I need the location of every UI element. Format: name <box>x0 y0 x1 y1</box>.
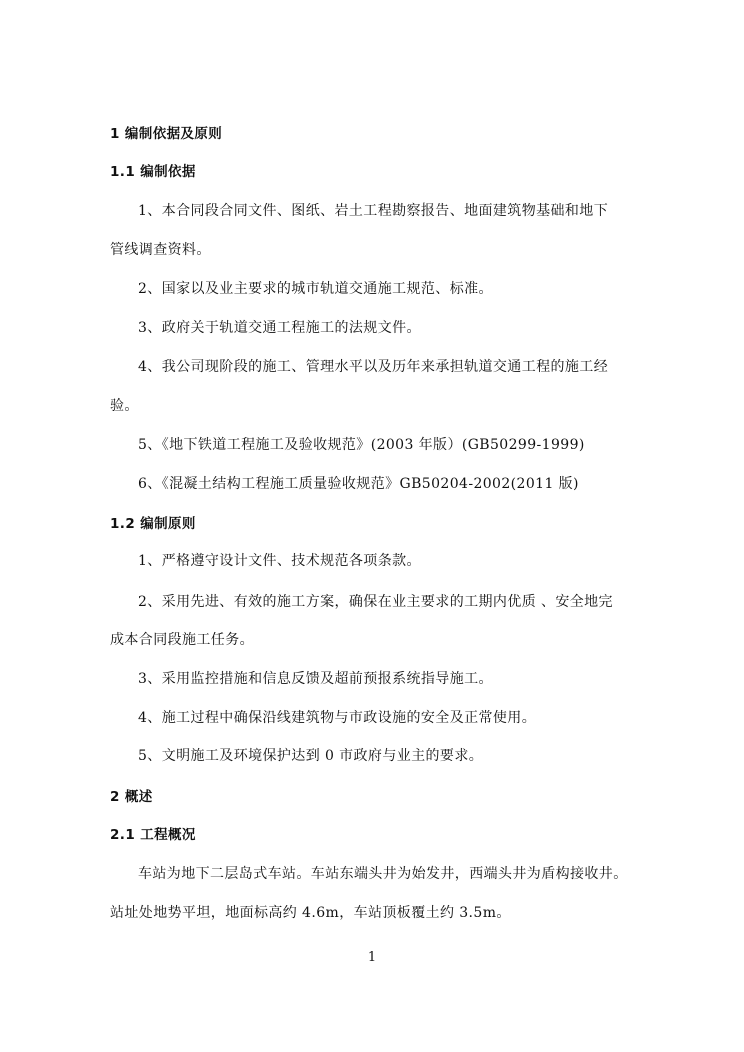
principle-item-2-cont: 成本合同段施工任务。 <box>110 632 254 648</box>
heading-1: 1 编制依据及原则 <box>110 126 223 142</box>
basis-item-6: 6、《混凝土结构工程施工质量验收规范》GB50204-2002(2011 版) <box>138 476 579 492</box>
heading-2: 2 概述 <box>110 789 153 805</box>
principle-item-2: 2、采用先进、有效的施工方案，确保在业主要求的工期内优质 、安全地完 <box>138 594 613 610</box>
heading-2-1: 2.1 工程概况 <box>110 827 196 843</box>
overview-paragraph: 车站为地下二层岛式车站。车站东端头井为始发井，西端头井为盾构接收井。 <box>138 866 628 882</box>
basis-item-3: 3、政府关于轨道交通工程施工的法规文件。 <box>138 320 421 336</box>
basis-item-1-cont: 管线调查资料。 <box>110 242 211 258</box>
principle-item-3: 3、采用监控措施和信息反馈及超前预报系统指导施工。 <box>138 671 493 687</box>
overview-paragraph-cont: 站址处地势平坦，地面标高约 4.6m，车站顶板覆土约 3.5m。 <box>110 905 511 921</box>
heading-1-1: 1.1 编制依据 <box>110 164 196 180</box>
principle-item-1: 1、严格遵守设计文件、技术规范各项条款。 <box>138 553 421 569</box>
basis-item-5: 5、《地下铁道工程施工及验收规范》(2003 年版）(GB50299-1999) <box>138 437 585 453</box>
principle-item-5: 5、文明施工及环境保护达到 0 市政府与业主的要求。 <box>138 748 484 764</box>
page-number: 1 <box>367 950 377 965</box>
basis-item-4-cont: 验。 <box>110 398 139 414</box>
principle-item-4: 4、施工过程中确保沿线建筑物与市政设施的安全及正常使用。 <box>138 710 537 726</box>
basis-item-2: 2、国家以及业主要求的城市轨道交通施工规范、标准。 <box>138 281 493 297</box>
basis-item-4: 4、我公司现阶段的施工、管理水平以及历年来承担轨道交通工程的施工经 <box>138 359 609 375</box>
basis-item-1: 1、本合同段合同文件、图纸、岩土工程勘察报告、地面建筑物基础和地下 <box>138 203 609 219</box>
heading-1-2: 1.2 编制原则 <box>110 516 196 532</box>
